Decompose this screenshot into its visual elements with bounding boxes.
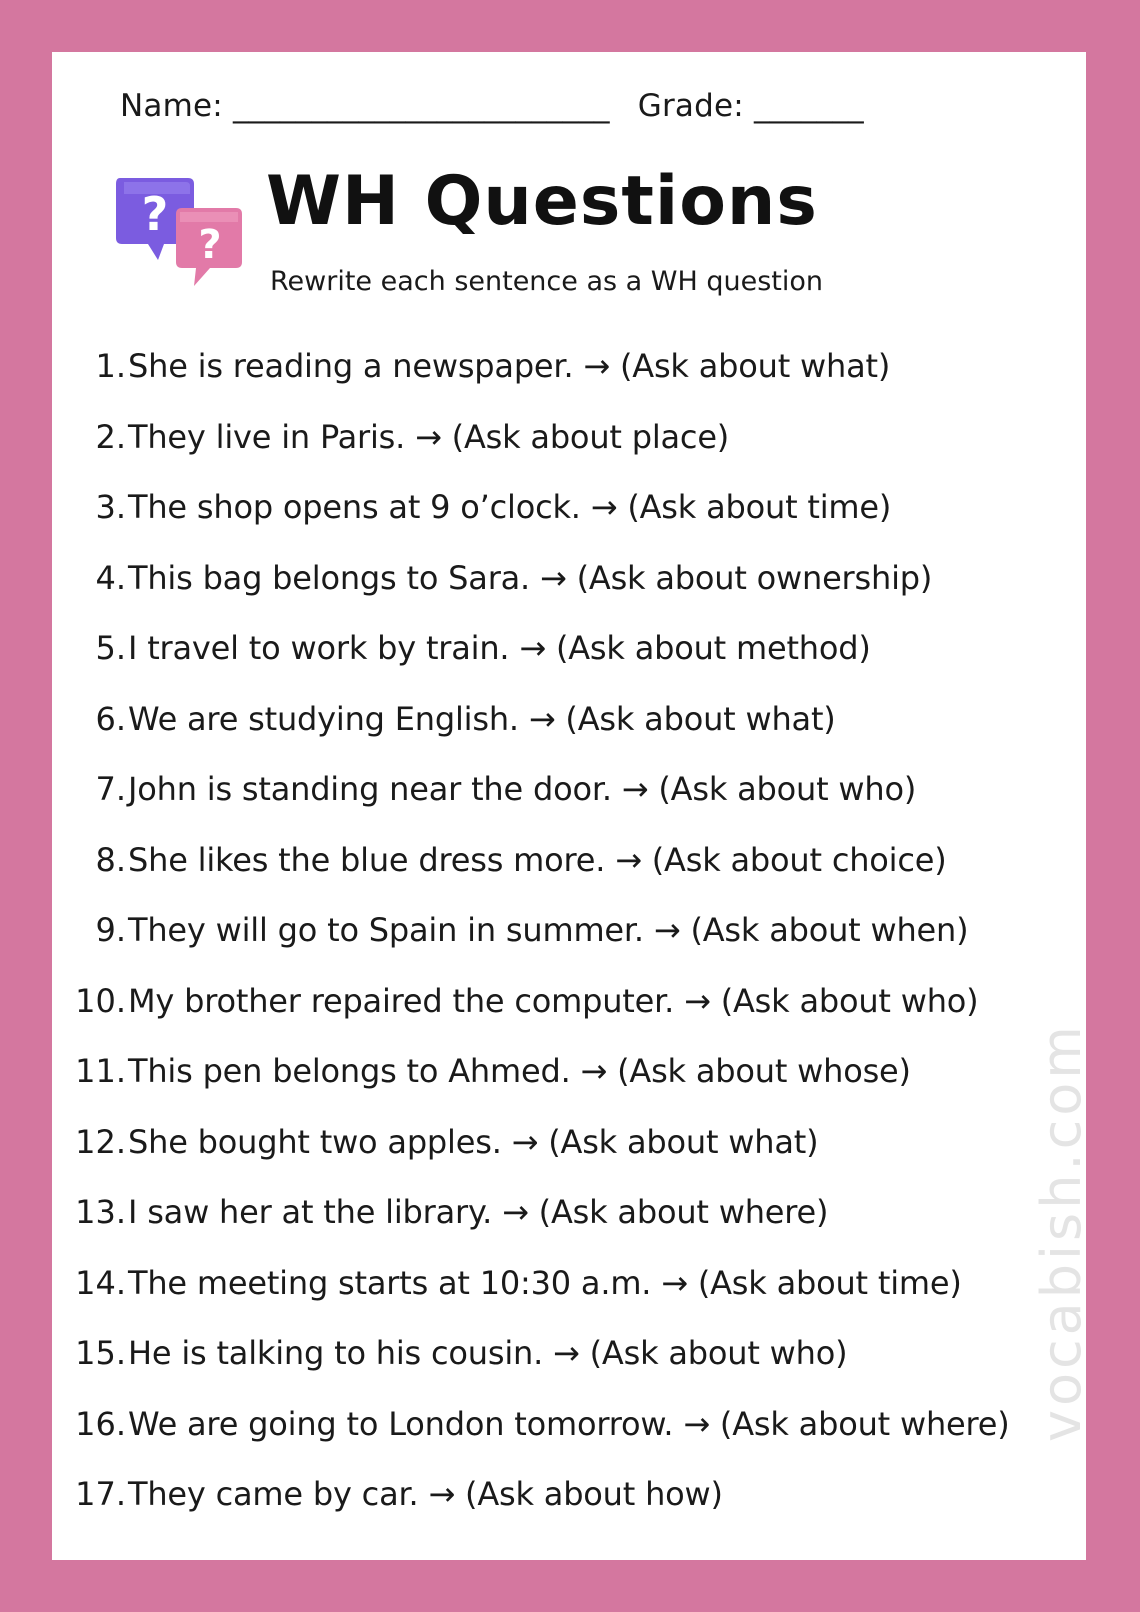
item-number: 13. xyxy=(75,1193,126,1231)
item-number: 10. xyxy=(75,981,126,1020)
grade-field-label: Grade: _______ xyxy=(637,88,864,124)
list-item xyxy=(52,1123,1086,1194)
item-text: He is talking to his cousin. → (Ask about who) xyxy=(128,1334,848,1372)
item-number: 1. xyxy=(95,347,126,385)
worksheet-title: WH Questions xyxy=(266,162,818,241)
list-item xyxy=(52,1052,1086,1123)
list-item xyxy=(52,1334,1086,1405)
list-item xyxy=(52,770,1086,841)
item-number: 7. xyxy=(95,770,126,808)
list-item xyxy=(52,700,1086,771)
item-number: 6. xyxy=(95,699,126,738)
item-text: This bag belongs to Sara. → (Ask about ownership) xyxy=(128,558,933,597)
item-number: 16. xyxy=(75,1404,126,1443)
list-item xyxy=(52,418,1086,489)
item-number: 4. xyxy=(95,558,126,597)
item-number: 8. xyxy=(95,840,126,879)
list-item xyxy=(52,1405,1086,1476)
svg-text:?: ? xyxy=(141,187,169,241)
list-item xyxy=(52,559,1086,630)
item-text: We are studying English. → (Ask about what) xyxy=(128,699,836,738)
item-number: 17. xyxy=(75,1475,126,1513)
item-number: 11. xyxy=(75,1052,126,1090)
worksheet-page xyxy=(52,52,1093,1560)
item-text: She is reading a newspaper. → (Ask about what) xyxy=(128,347,891,385)
item-text: The meeting starts at 10:30 a.m. → (Ask about time) xyxy=(128,1263,962,1302)
list-item xyxy=(52,841,1086,912)
name-grade-row xyxy=(120,88,864,124)
item-text: They will go to Spain in summer. → (Ask about when) xyxy=(128,911,969,949)
list-item xyxy=(52,982,1086,1053)
name-field-label: Name: ________________________ xyxy=(120,88,610,124)
question-speech-bubbles-icon xyxy=(110,170,250,290)
item-text: The shop opens at 9 o’clock. → (Ask about time) xyxy=(128,488,892,526)
list-item xyxy=(52,488,1086,559)
item-text: She likes the blue dress more. → (Ask about choice) xyxy=(128,840,947,879)
item-text: She bought two apples. → (Ask about what) xyxy=(128,1122,819,1161)
item-number: 9. xyxy=(95,911,126,949)
watermark: vocabish.com xyxy=(1030,1022,1093,1442)
item-number: 15. xyxy=(75,1334,126,1372)
item-number: 2. xyxy=(95,417,126,456)
list-item xyxy=(52,347,1086,418)
item-text: This pen belongs to Ahmed. → (Ask about whose) xyxy=(128,1052,911,1090)
item-text: John is standing near the door. → (Ask about who) xyxy=(128,770,917,808)
list-item xyxy=(52,911,1086,982)
item-text: We are going to London tomorrow. → (Ask about where) xyxy=(128,1404,1010,1443)
item-text: They came by car. → (Ask about how) xyxy=(128,1475,723,1513)
item-text: They live in Paris. → (Ask about place) xyxy=(128,417,730,456)
worksheet-instructions: Rewrite each sentence as a WH question xyxy=(270,266,824,297)
item-number: 5. xyxy=(95,629,126,667)
question-list xyxy=(52,347,1086,1546)
list-item xyxy=(52,1264,1086,1335)
item-text: I travel to work by train. → (Ask about method) xyxy=(128,629,871,667)
item-text: I saw her at the library. → (Ask about where) xyxy=(128,1193,829,1231)
item-number: 3. xyxy=(95,488,126,526)
svg-text:?: ? xyxy=(198,222,222,268)
item-number: 14. xyxy=(75,1263,126,1302)
list-item xyxy=(52,1193,1086,1264)
item-number: 12. xyxy=(75,1122,126,1161)
list-item xyxy=(52,629,1086,700)
item-text: My brother repaired the computer. → (Ask about who) xyxy=(128,981,979,1020)
list-item xyxy=(52,1475,1086,1546)
